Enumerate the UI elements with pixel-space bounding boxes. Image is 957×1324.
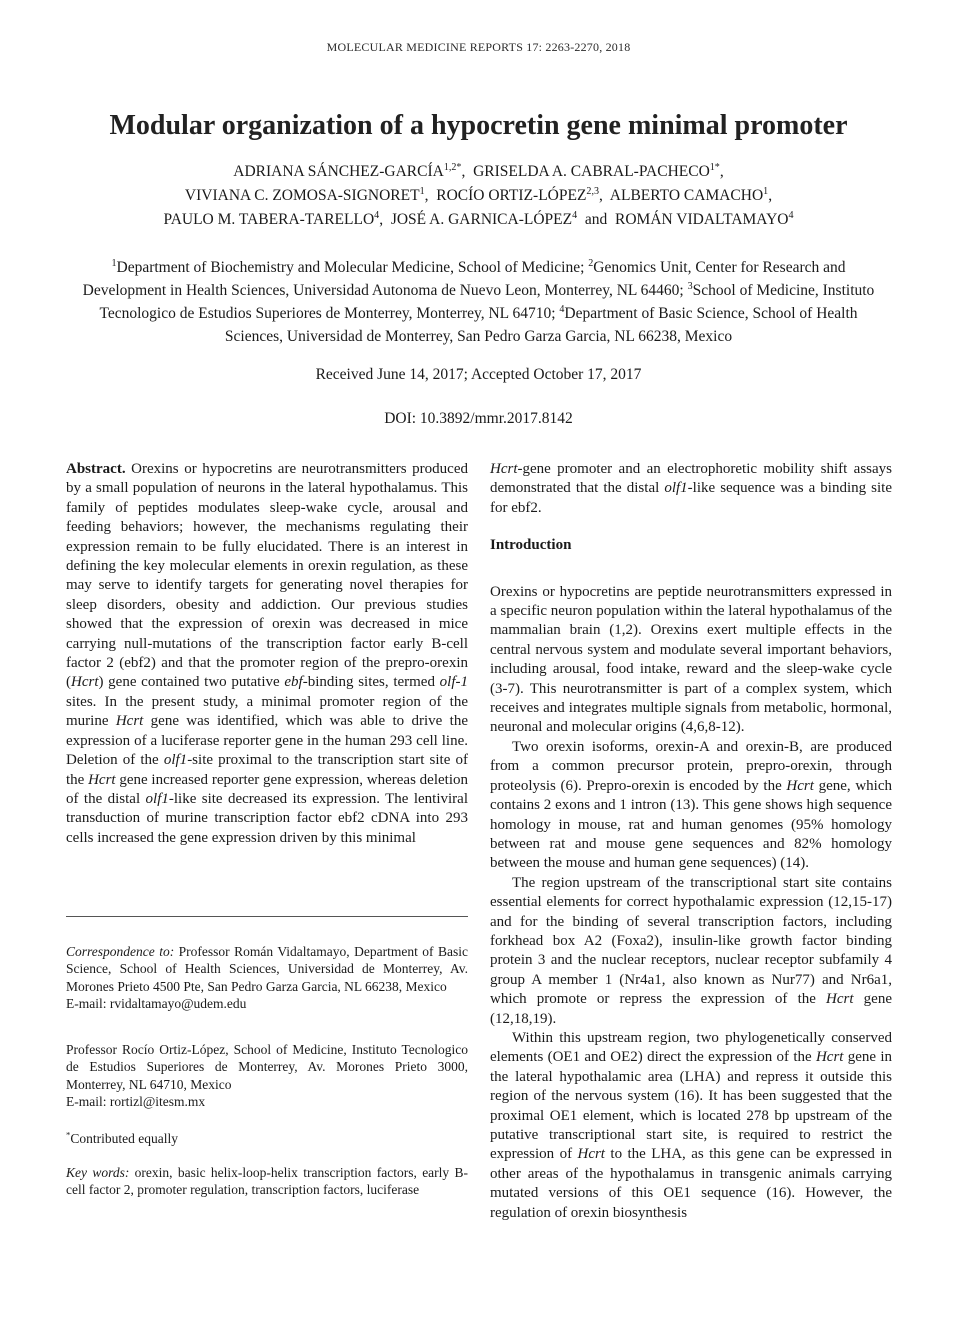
contributed-sup: * <box>66 1129 71 1140</box>
author-sup: 4 <box>788 209 794 221</box>
abstract-text: gene increased reporter gene expression, whereas deletion of the distal <box>66 771 469 807</box>
affil-text: Department of Basic Science, School of Health Sciences, Universidad de Monterrey, San Pedro Garza Garcia, NL 66238, Mexico <box>224 305 858 345</box>
affil-text: Department of Biochemistry and Molecular Medicine, School of Medicine; <box>116 259 589 276</box>
correspondence-2 <box>66 1041 468 1111</box>
author-name: ADRIANA SÁNCHEZ-GARCÍA <box>233 163 444 180</box>
author-sup: 1 <box>419 185 425 197</box>
author-list: ADRIANA SÁNCHEZ-$GARCÍA^{1,2*}$, GRISELDA A. CABRAL-$PACHECO^{1*}$, VIVIANA C. ZOMOSA-SIGNORET$^1$, ROCÍO ORTIZ-LÓPEZ$^{2,3}$, ALBERTO CAMACHO$^1$, PAULO M. TABERA-TARELLO$^4$, JOSÉ A. GARNICA-LÓPEZ$^4$ and ROMÁN VIDALTAMAYO$^4$ <box>163 161 794 228</box>
intro-text: Within this upstream region, two phylogenetically conserved elements (OE1 and OE2) direct the expression of the <box>490 1029 892 1066</box>
gene-name: olf1 <box>664 480 688 497</box>
footnote-divider <box>66 916 468 917</box>
keywords-text: orexin, basic helix-loop-helix transcription factors, early B-cell factor 2, promoter regulation, transcription factors, luciferase <box>66 1165 468 1198</box>
abstract-paragraph <box>66 460 468 848</box>
gene-name: Hcrt <box>71 674 99 691</box>
contributed-text: Contributed equally <box>70 1131 178 1146</box>
affiliations <box>80 256 877 348</box>
keywords-label: Key words: <box>66 1165 130 1180</box>
author-sup: 4 <box>572 209 578 221</box>
abstract-text: -site proximal to the transcription start site of the <box>66 752 468 788</box>
abstract-text: sites. In the present study, a minimal promoter region of the murine <box>66 693 468 730</box>
gene-name: Hcrt <box>815 1049 844 1066</box>
affil-text: School of Medicine, Instituto Tecnologico de Estudios Superiores de Monterrey, Monterrey, NL 64710; <box>99 282 875 322</box>
author-name: ROMÁN VIDALTAMAYO <box>615 211 789 228</box>
author-name: ALBERTO CAMACHO <box>609 187 764 204</box>
gene-name: Hcrt <box>490 461 518 477</box>
intro-text: The region upstream of the transcriptional start site contains essential elements for correct hypothalamic expression (12,15-17) and for the binding of several transcription factors, including forkhead box A2 (Foxa2), insulin-like growth factor binding protein 3 and the nuclear receptors, nuclear receptor subfamily 4 group A member 1 (Nr4a1, also known as Nur77) and Nr6a1, which promote or repress the expression of the <box>490 874 892 1008</box>
abstract-text: Orexins or hypocretins are neurotransmitters produced by a small population of neurons in the lateral hypothalamus. This family of peptides modulates sleep-wake cycle, arousal and feeding behaviors; however, the mechanisms regulating their expression remain to be fully elucidated. There is an interest in defining the key molecular elements in orexin regulation, as these may serve to identify targets for generating novel therapies for sleep disorders, obesity and addiction. Our previous studies showed that the expression of orexin was decreased in mice carrying null-mutations of the transcription factor early B-cell factor 2 (ebf2) and that the promoter region of the prepro-orexin ( <box>66 461 468 691</box>
correspondence-email[interactable]: E-mail: rortizl@itesm.mx <box>66 1094 206 1110</box>
abstract-text: -gene promoter and an electrophoretic mobility shift assays demonstrated that the distal <box>490 461 892 497</box>
correspondence-text: Professor Rocío Ortiz-López, School of Medicine, Instituto Tecnologico de Estudios Superiores de Monterrey, Av. Morones Prieto 3000, Monterrey, NL 64710, Mexico <box>66 1042 468 1092</box>
abstract-continuation <box>490 460 892 518</box>
intro-text: to the LHA, as this gene can be expressed in other areas of the hypothalamus in transgenic animals carrying mutated versions of this OE1 sequence (16). However, the regulation of orexin biosynthesis <box>490 1146 892 1221</box>
abstract-text: -like sequence was a binding site for ebf2. <box>490 480 892 516</box>
correspondence-email[interactable]: E-mail: rvidaltamayo@udem.edu <box>66 996 247 1012</box>
gene-name: Hcrt <box>786 777 814 794</box>
intro-text: gene in the lateral hypothalamic area (LHA) and repress it outside this region of the nervous system (16). It has been suggested that the proximal OE1 element, which is located 278 bp upstream of the putative transcriptional start site, is required to restrict the expression of <box>490 1049 893 1163</box>
author-sup: 1,2* <box>443 161 462 173</box>
gene-name: Hcrt <box>88 771 116 788</box>
author-name: GRISELDA A. CABRAL-PACHECO <box>473 163 710 180</box>
author-name: VIVIANA C. ZOMOSA-SIGNORET <box>184 187 420 204</box>
abstract-label: Abstract. <box>66 461 126 477</box>
gene-name: ebf <box>284 674 303 691</box>
right-column <box>490 460 892 1223</box>
abstract-text: -binding sites, termed <box>302 674 440 691</box>
author-name: JOSÉ A. GARNICA-LÓPEZ <box>390 211 573 228</box>
author-name: ROCÍO ORTIZ-LÓPEZ <box>436 187 587 204</box>
intro-text: gene (12,18,19). <box>490 991 892 1027</box>
abstract-text: gene was identified, which was able to drive the expression of a luciferase reporter gene in the human 293 cell line. Deletion of the <box>66 713 468 769</box>
author-sup: 4 <box>374 209 380 221</box>
intro-text: gene, which contains 2 exons and 1 intron (13). This gene shows high sequence homology in mouse, rat and human genomes (95% homology between rat and mouse gene sequences and 82% homology between the mouse and human gene sequences) (14). <box>490 777 892 872</box>
correspondence-label: Correspondence to: <box>66 944 175 959</box>
abstract-text: ) gene contained two putative <box>98 674 285 691</box>
keywords <box>66 1164 468 1199</box>
running-head: MOLECULAR MEDICINE REPORTS 17: 2263-2270, 2018 <box>326 40 631 54</box>
intro-paragraph: Orexins or hypocretins are peptide neurotransmitters expressed in a specific neuron population within the lateral hypothalamus of the mammalian brain (1,2). Orexins exert multiple effects in the central nervous system and modulate several important behaviors, including arousal, food intake, reward and the sleep-wake cycle (3-7). This neurotransmitter is part of a complex system, which receives and integrates multiple signals from metabolic, hormonal, neuronal and molecular origins (4,6,8-12). <box>490 583 892 736</box>
gene-name: Hcrt <box>577 1146 605 1163</box>
abstract-text: -like site decreased its expression. The lentiviral transduction of murine transcription factor ebf2 cDNA into 293 cells increased the gene expression driven by this minimal <box>66 790 468 846</box>
author-sup: 1* <box>709 161 720 173</box>
affil-sup: 1 <box>111 257 117 269</box>
affil-sup: 2 <box>588 257 594 269</box>
article-title: Modular organization of a hypocretin gene minimal promoter <box>109 110 848 141</box>
affil-sup: 4 <box>559 303 565 315</box>
correspondence-text: Professor Román Vidaltamayo, Department of Basic Science, School of Health Sciences, Universidad de Monterrey, Av. Morones Prieto 4500 Pte, San Pedro Garza Garcia, NL 66238, Mexico <box>66 944 468 994</box>
gene-name: Hcrt <box>115 713 144 730</box>
author-name: PAULO M. TABERA-TARELLO <box>163 211 375 228</box>
received-accepted-dates: Received June 14, 2017; Accepted October 17, 2017 <box>315 366 642 383</box>
gene-name: olf1 <box>145 790 169 807</box>
author-sup: 1 <box>763 185 769 197</box>
intro-paragraph <box>490 874 892 1029</box>
author-sup: 2,3 <box>586 185 599 197</box>
affil-text: Genomics Unit, Center for Research and Development in Health Sciences, Universidad Autonoma de Nuevo Leon, Monterrey, NL 64460; <box>82 259 846 299</box>
intro-paragraph <box>490 738 892 874</box>
correspondence-1 <box>66 943 468 1013</box>
introduction-heading: Introduction <box>490 537 572 554</box>
gene-name: olf1 <box>163 752 188 769</box>
intro-paragraph <box>490 1029 892 1223</box>
affil-sup: 3 <box>687 280 693 292</box>
gene-name: Hcrt <box>826 991 854 1008</box>
doi: DOI: 10.3892/mmr.2017.8142 <box>384 410 573 427</box>
intro-text: Two orexin isoforms, orexin-A and orexin-B, are produced from a common precursor protein, prepro-orexin, through proteolysis (6). Prepro-orexin is encoded by the <box>490 738 892 794</box>
gene-name: olf-1 <box>439 674 468 691</box>
author-and: and <box>584 211 608 228</box>
abstract <box>66 460 468 848</box>
contributed-note <box>66 1130 468 1147</box>
